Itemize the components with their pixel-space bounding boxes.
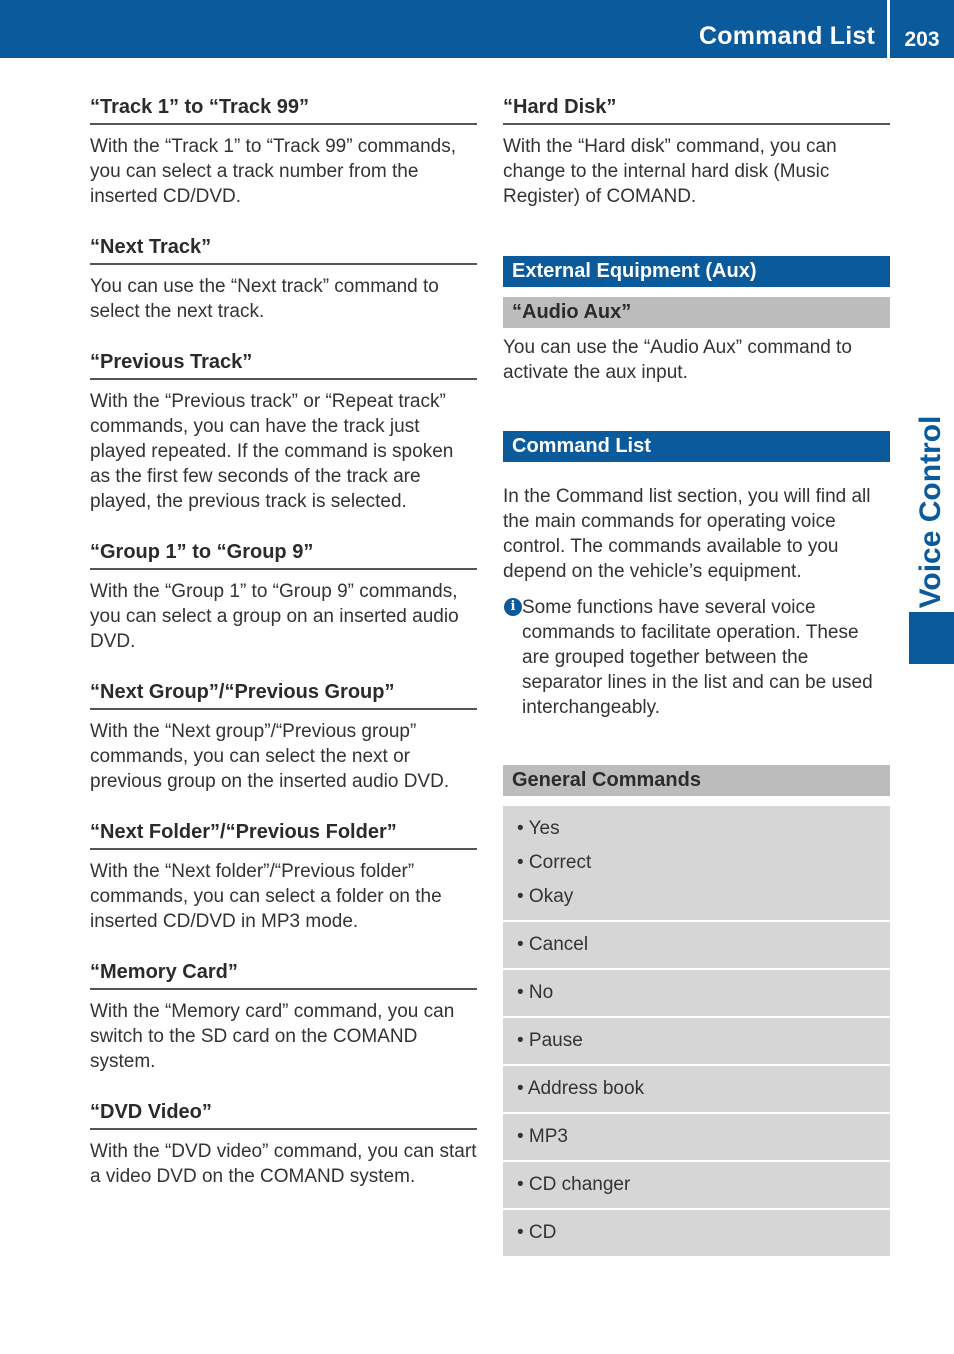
command-group <box>503 1018 890 1066</box>
command-group <box>503 1210 890 1258</box>
right-column <box>503 94 890 1258</box>
section-title: “Next Track” <box>90 234 477 265</box>
section-group <box>90 539 477 654</box>
command-item: • CD <box>517 1222 557 1243</box>
section-title: “Previous Track” <box>90 349 477 380</box>
section-dvd-video <box>90 1099 477 1189</box>
section-title: “Hard Disk” <box>503 94 890 125</box>
section-title: “Next Group”/“Previous Group” <box>90 679 477 710</box>
section-title: “Memory Card” <box>90 959 477 990</box>
left-column <box>90 94 477 1214</box>
section-body: With the “Next group”/“Previous group” commands, you can select the next or previous group on the inserted audio DVD. <box>90 721 450 792</box>
section-memory-card <box>90 959 477 1074</box>
info-icon: i <box>504 598 522 616</box>
command-item: • CD changer <box>517 1174 631 1195</box>
section-body: With the “Previous track” or “Repeat track” commands, you can have the track just played repeated. If the command is spoken as the first few seconds of the track are played, the previous track is selected. <box>90 391 454 512</box>
header-bar <box>0 0 954 58</box>
command-item: • Pause <box>517 1030 583 1051</box>
section-title: “DVD Video” <box>90 1099 477 1130</box>
section-body: With the “Group 1” to “Group 9” commands, you can select a group on an inserted audio DVD. <box>90 581 459 652</box>
page-number: 203 <box>904 28 940 51</box>
command-item: • Okay <box>517 886 574 907</box>
audio-aux-subheading: “Audio Aux” <box>503 297 890 328</box>
command-group <box>503 1066 890 1114</box>
section-body: With the “DVD video” command, you can start a video DVD on the COMAND system. <box>90 1141 477 1187</box>
section-title: “Track 1” to “Track 99” <box>90 94 477 125</box>
section-body: With the “Memory card” command, you can switch to the SD card on the COMAND system. <box>90 1001 455 1072</box>
general-commands-table <box>503 806 890 1258</box>
command-group <box>503 806 890 922</box>
command-item: • Cancel <box>517 934 589 955</box>
command-group <box>503 1114 890 1162</box>
section-body: With the “Track 1” to “Track 99” commands, you can select a track number from the inserted CD/DVD. <box>90 136 457 207</box>
command-group <box>503 970 890 1018</box>
section-next-previous-group <box>90 679 477 794</box>
section-track <box>90 94 477 209</box>
side-tab-label: Voice Control <box>914 415 947 609</box>
command-item: • Address book <box>517 1078 645 1099</box>
external-equipment-heading: External Equipment (Aux) <box>503 256 890 287</box>
general-commands-heading: General Commands <box>503 765 890 796</box>
command-item: • No <box>517 982 554 1003</box>
side-tab-marker <box>909 612 954 664</box>
section-title: “Group 1” to “Group 9” <box>90 539 477 570</box>
section-body: With the “Hard disk” command, you can change to the internal hard disk (Music Register) of COMAND. <box>503 136 837 207</box>
command-item: • Correct <box>517 852 592 873</box>
section-next-previous-folder <box>90 819 477 934</box>
audio-aux-body: You can use the “Audio Aux” command to activate the aux input. <box>503 337 852 383</box>
section-next-track <box>90 234 477 324</box>
section-hard-disk <box>503 94 890 209</box>
info-note <box>503 595 890 720</box>
section-body: You can use the “Next track” command to select the next track. <box>90 276 439 322</box>
command-group <box>503 1162 890 1210</box>
section-previous-track <box>90 349 477 514</box>
command-item: • Yes <box>517 818 560 839</box>
info-note-text: Some functions have several voice commands to facilitate operation. These are grouped together between the separator lines in the list and can be used interchangeably. <box>522 597 873 718</box>
command-list-heading: Command List <box>503 431 890 462</box>
section-title: “Next Folder”/“Previous Folder” <box>90 819 477 850</box>
section-body: With the “Next folder”/“Previous folder” commands, you can select a folder on the inserted CD/DVD in MP3 mode. <box>90 861 442 932</box>
command-item: • MP3 <box>517 1126 568 1147</box>
command-group <box>503 922 890 970</box>
header-title: Command List <box>698 22 875 50</box>
command-list-intro: In the Command list section, you will find all the main commands for operating voice control. The commands available to you depend on the vehicle’s equipment. <box>503 486 871 582</box>
